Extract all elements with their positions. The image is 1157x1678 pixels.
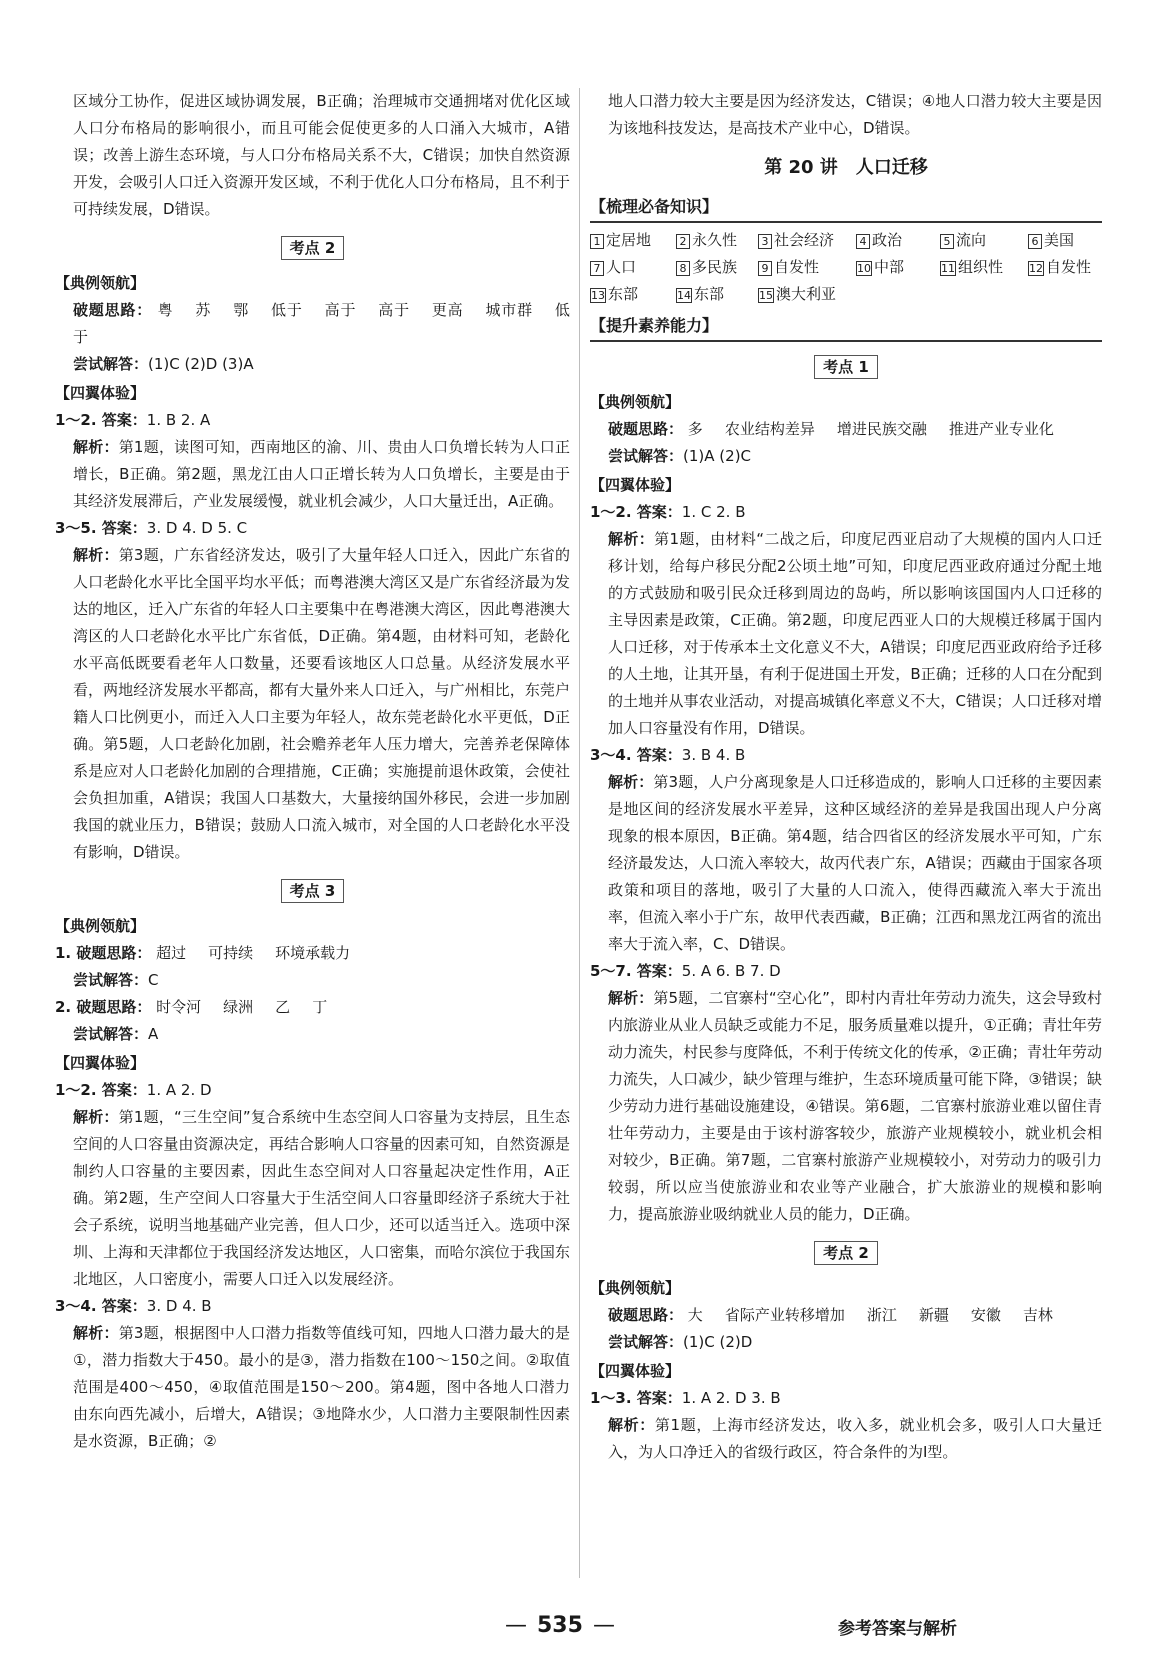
knowledge-grid (590, 227, 1102, 308)
knowledge-item: 12 自发性 (1029, 258, 1092, 276)
approach-line: 破题思路： 粤 苏 鄂 低于 高于 高于 更高 城市群 低于 (73, 301, 570, 346)
column-divider (579, 88, 580, 1578)
answer-line: 1～3. 答案：1. A 2. D 3. B (590, 1389, 781, 1407)
section-label: 【四翼体验】 (55, 384, 146, 402)
paragraph: 地人口潜力较大主要是因为经济发达，C错误；④地人口潜力较大主要是因为该地科技发达，是高技术产业中心，D错误。 (608, 92, 1102, 137)
try-answer: 尝试解答：A (73, 1025, 159, 1043)
try-answer: 尝试解答：(1)C (2)D (608, 1333, 753, 1351)
knowledge-item: 14 东部 (677, 285, 725, 303)
section-header: 【梳理必备知识】 (590, 193, 1102, 223)
knowledge-item: 3 社会经济 (758, 227, 856, 254)
try-answer: 尝试解答：(1)A (2)C (608, 447, 752, 465)
running-footer: 参考答案与解析 (838, 1619, 957, 1639)
knowledge-item: 9 自发性 (758, 254, 856, 281)
exam-point-tag: 考点 3 (55, 878, 570, 905)
paragraph: 区域分工协作，促进区域协调发展，B正确；治理城市交通拥堵对优化区域人口分布格局的影响很小，而且可能会促使更多的人口涌入大城市，A错误；改善上游生态环境，与人口分布格局关系不大，C错误；加快自然资源开发，会吸引人口迁入资源开发区域，不利于优化人口分布格局，且不利于可持续发展，D错误。 (73, 92, 570, 218)
try-answer: 尝试解答：C (73, 971, 159, 989)
knowledge-item: 1 定居地 (590, 227, 676, 254)
page-footer (0, 1612, 1157, 1662)
explanation: 解析：第3题，人户分离现象是人口迁移造成的，影响人口迁移的主要因素是地区间的经济发展水平差异，这种区域经济的差异是我国出现人户分离现象的根本原因，B正确。第4题，结合四省区的经济发展水平可知，广东经济最发达，人口流入率较大，故丙代表广东，A错误；西藏由于国家各项政策和项目的落地，吸引了大量的人口流入，使得西藏流入率大于流出率，但流入率小于广东，故甲代表西藏，B正确；江西和黑龙江两省的流出率大于流入率，C、D错误。 (608, 773, 1102, 953)
page-number: — 535 — (505, 1612, 615, 1639)
approach-line: 破题思路： 大 省际产业转移增加 浙江 新疆 安徽 吉林 (608, 1306, 1053, 1324)
section-header: 【提升素养能力】 (590, 312, 1102, 342)
answer-line: 1～2. 答案：1. C 2. B (590, 503, 746, 521)
approach-line: 1. 破题思路： 超过 可持续 环境承载力 (55, 944, 351, 962)
explanation: 解析：第3题，广东省经济发达，吸引了大量年轻人口迁入，因此广东省的人口老龄化水平比全国平均水平低；而粤港澳大湾区又是广东省经济最为发达的地区，迁入广东省的年轻人口主要集中在粤港澳大湾区，因此粤港澳大湾区的人口老龄化水平比广东省低，D正确。第4题，由材料可知，老龄化水平高低既要看老年人口数量，还要看该地区人口总量。从经济发展水平看，两地经济发展水平都高，都有大量外来人口迁入，与广州相比，东莞户籍人口比例更小，而迁入人口主要为年轻人，故东莞老龄化水平更低，D正确。第5题，人口老龄化加剧，社会赡养老年人压力增大，完善养老保障体系是应对人口老龄化加剧的合理措施，C正确；实施提前退休政策，会使社会负担加重，A错误；我国人口基数大，大量接纳国外移民，会进一步加剧我国的就业压力，B错误；鼓励人口流入城市，对全国的人口老龄化水平没有影响，D错误。 (73, 546, 570, 861)
explanation: 解析：第1题，由材料“二战之后，印度尼西亚启动了大规模的国内人口迁移计划，给每户移民分配2公顷土地”可知，印度尼西亚政府通过分配土地的方式鼓励和吸引民众迁移到周边的岛屿，所以影响该国国内人口迁移的主导因素是政策，C正确。第2题，印度尼西亚人口的大规模迁移属于国内人口迁移，对于传承本土文化意义不大，A错误；印度尼西亚政府给予迁移的人土地，让其开垦，有利于促进国土开发，B正确；迁移的人口在分配到的土地并从事农业活动，对提高城镇化率意义不大，C错误；人口迁移对增加人口容量没有作用，D错误。 (608, 530, 1102, 737)
section-label: 【四翼体验】 (590, 476, 681, 494)
approach-terms: 粤 苏 鄂 低于 高于 高于 更高 城市群 低于 (73, 301, 570, 346)
knowledge-item: 6 美国 (1028, 227, 1108, 254)
approach-line: 破题思路： 多 农业结构差异 增进民族交融 推进产业专业化 (608, 420, 1054, 438)
try-answer: 尝试解答：(1)C (2)D (3)A (73, 355, 254, 373)
section-label: 【典例领航】 (590, 393, 681, 411)
knowledge-item: 2 永久性 (676, 227, 758, 254)
section-label: 【典例领航】 (55, 917, 146, 935)
section-label: 【典例领航】 (590, 1279, 681, 1297)
explanation: 解析：第3题，根据图中人口潜力指数等值线可知，四地人口潜力最大的是①，潜力指数大于450。最小的是③，潜力指数在100～150之间。②取值范围是400～450，④取值范围是150～200。第4题，图中各地人口潜力由东向西先减小，后增大，A错误；③地降水少，人口潜力主要限制性因素是水资源，B正确；② (73, 1324, 570, 1450)
explanation: 解析：第1题，“三生空间”复合系统中生态空间人口容量为支持层，且生态空间的人口容量由资源决定，再结合影响人口容量的因素可知，自然资源是制约人口容量的主要因素，因此生态空间对人口容量起决定性作用，A正确。第2题，生产空间人口容量大于生活空间人口容量即经济子系统大于社会子系统，说明当地基础产业完善，但人口少，还可以适当迁入。选项中深圳、上海和天津都位于我国经济发达地区，人口密集，而哈尔滨位于我国东北地区，人口密度小，需要人口迁入以发展经济。 (73, 1108, 570, 1288)
answer-line: 3～4. 答案：3. D 4. B (55, 1297, 212, 1315)
right-column (590, 88, 1102, 1466)
exam-point-tag: 考点 2 (55, 235, 570, 262)
explanation: 解析：第5题，二官寨村“空心化”，即村内青壮年劳动力流失，这会导致村内旅游业从业人员缺乏或能力不足，服务质量难以提升，①正确；青壮年劳动力流失，村民参与度降低，不利于传统文化的传承，②正确；青壮年劳动力流失，人口减少，缺少管理与维护，生态环境质量可能下降，③错误；缺少劳动力进行基础设施建设，④错误。第6题，二官寨村旅游业难以留住青壮年劳动力，主要是由于该村游客较少，旅游产业规模较小，就业机会相对较少，B正确。第7题，二官寨村旅游产业规模较小，对劳动力的吸引力较弱，所以应当使旅游业和农业等产业融合，扩大旅游业的规模和影响力，提高旅游业吸纳就业人员的能力，D正确。 (608, 989, 1102, 1223)
answer-line: 3～4. 答案：3. B 4. B (590, 746, 746, 764)
knowledge-item: 7 人口 (590, 254, 676, 281)
answer-line: 5～7. 答案：5. A 6. B 7. D (590, 962, 781, 980)
chapter-title: 第 20 讲 人口迁移 (764, 157, 928, 178)
knowledge-item: 10 中部 (857, 258, 905, 276)
section-label: 【典例领航】 (55, 274, 146, 292)
knowledge-item: 5 流向 (940, 227, 1028, 254)
answer-line: 3～5. 答案：3. D 4. D 5. C (55, 519, 248, 537)
explanation: 解析：第1题，上海市经济发达，收入多，就业机会多，吸引人口大量迁入，为人口净迁入的省级行政区，符合条件的为Ⅰ型。 (608, 1416, 1102, 1461)
answer-line: 1～2. 答案：1. A 2. D (55, 1081, 212, 1099)
answer-line: 1～2. 答案：1. B 2. A (55, 411, 211, 429)
section-label: 【四翼体验】 (55, 1054, 146, 1072)
top-scan-edge (430, 14, 730, 24)
knowledge-item: 8 多民族 (676, 254, 758, 281)
knowledge-item: 15 澳大利亚 (759, 285, 837, 303)
left-column (55, 88, 570, 1455)
section-label: 【四翼体验】 (590, 1362, 681, 1380)
knowledge-item: 13 东部 (591, 285, 639, 303)
knowledge-item: 4 政治 (856, 227, 940, 254)
exam-point-tag: 考点 1 (590, 354, 1102, 381)
knowledge-item: 11 组织性 (941, 258, 1004, 276)
explanation: 解析：第1题，读图可知，西南地区的渝、川、贵由人口负增长转为人口正增长，B正确。第2题，黑龙江由人口正增长转为人口负增长，主要是由于其经济发展滞后，产业发展缓慢，就业机会减少，人口大量迁出，A正确。 (73, 438, 570, 510)
exam-point-tag: 考点 2 (590, 1240, 1102, 1267)
approach-line: 2. 破题思路： 时令河 绿洲 乙 丁 (55, 998, 328, 1016)
